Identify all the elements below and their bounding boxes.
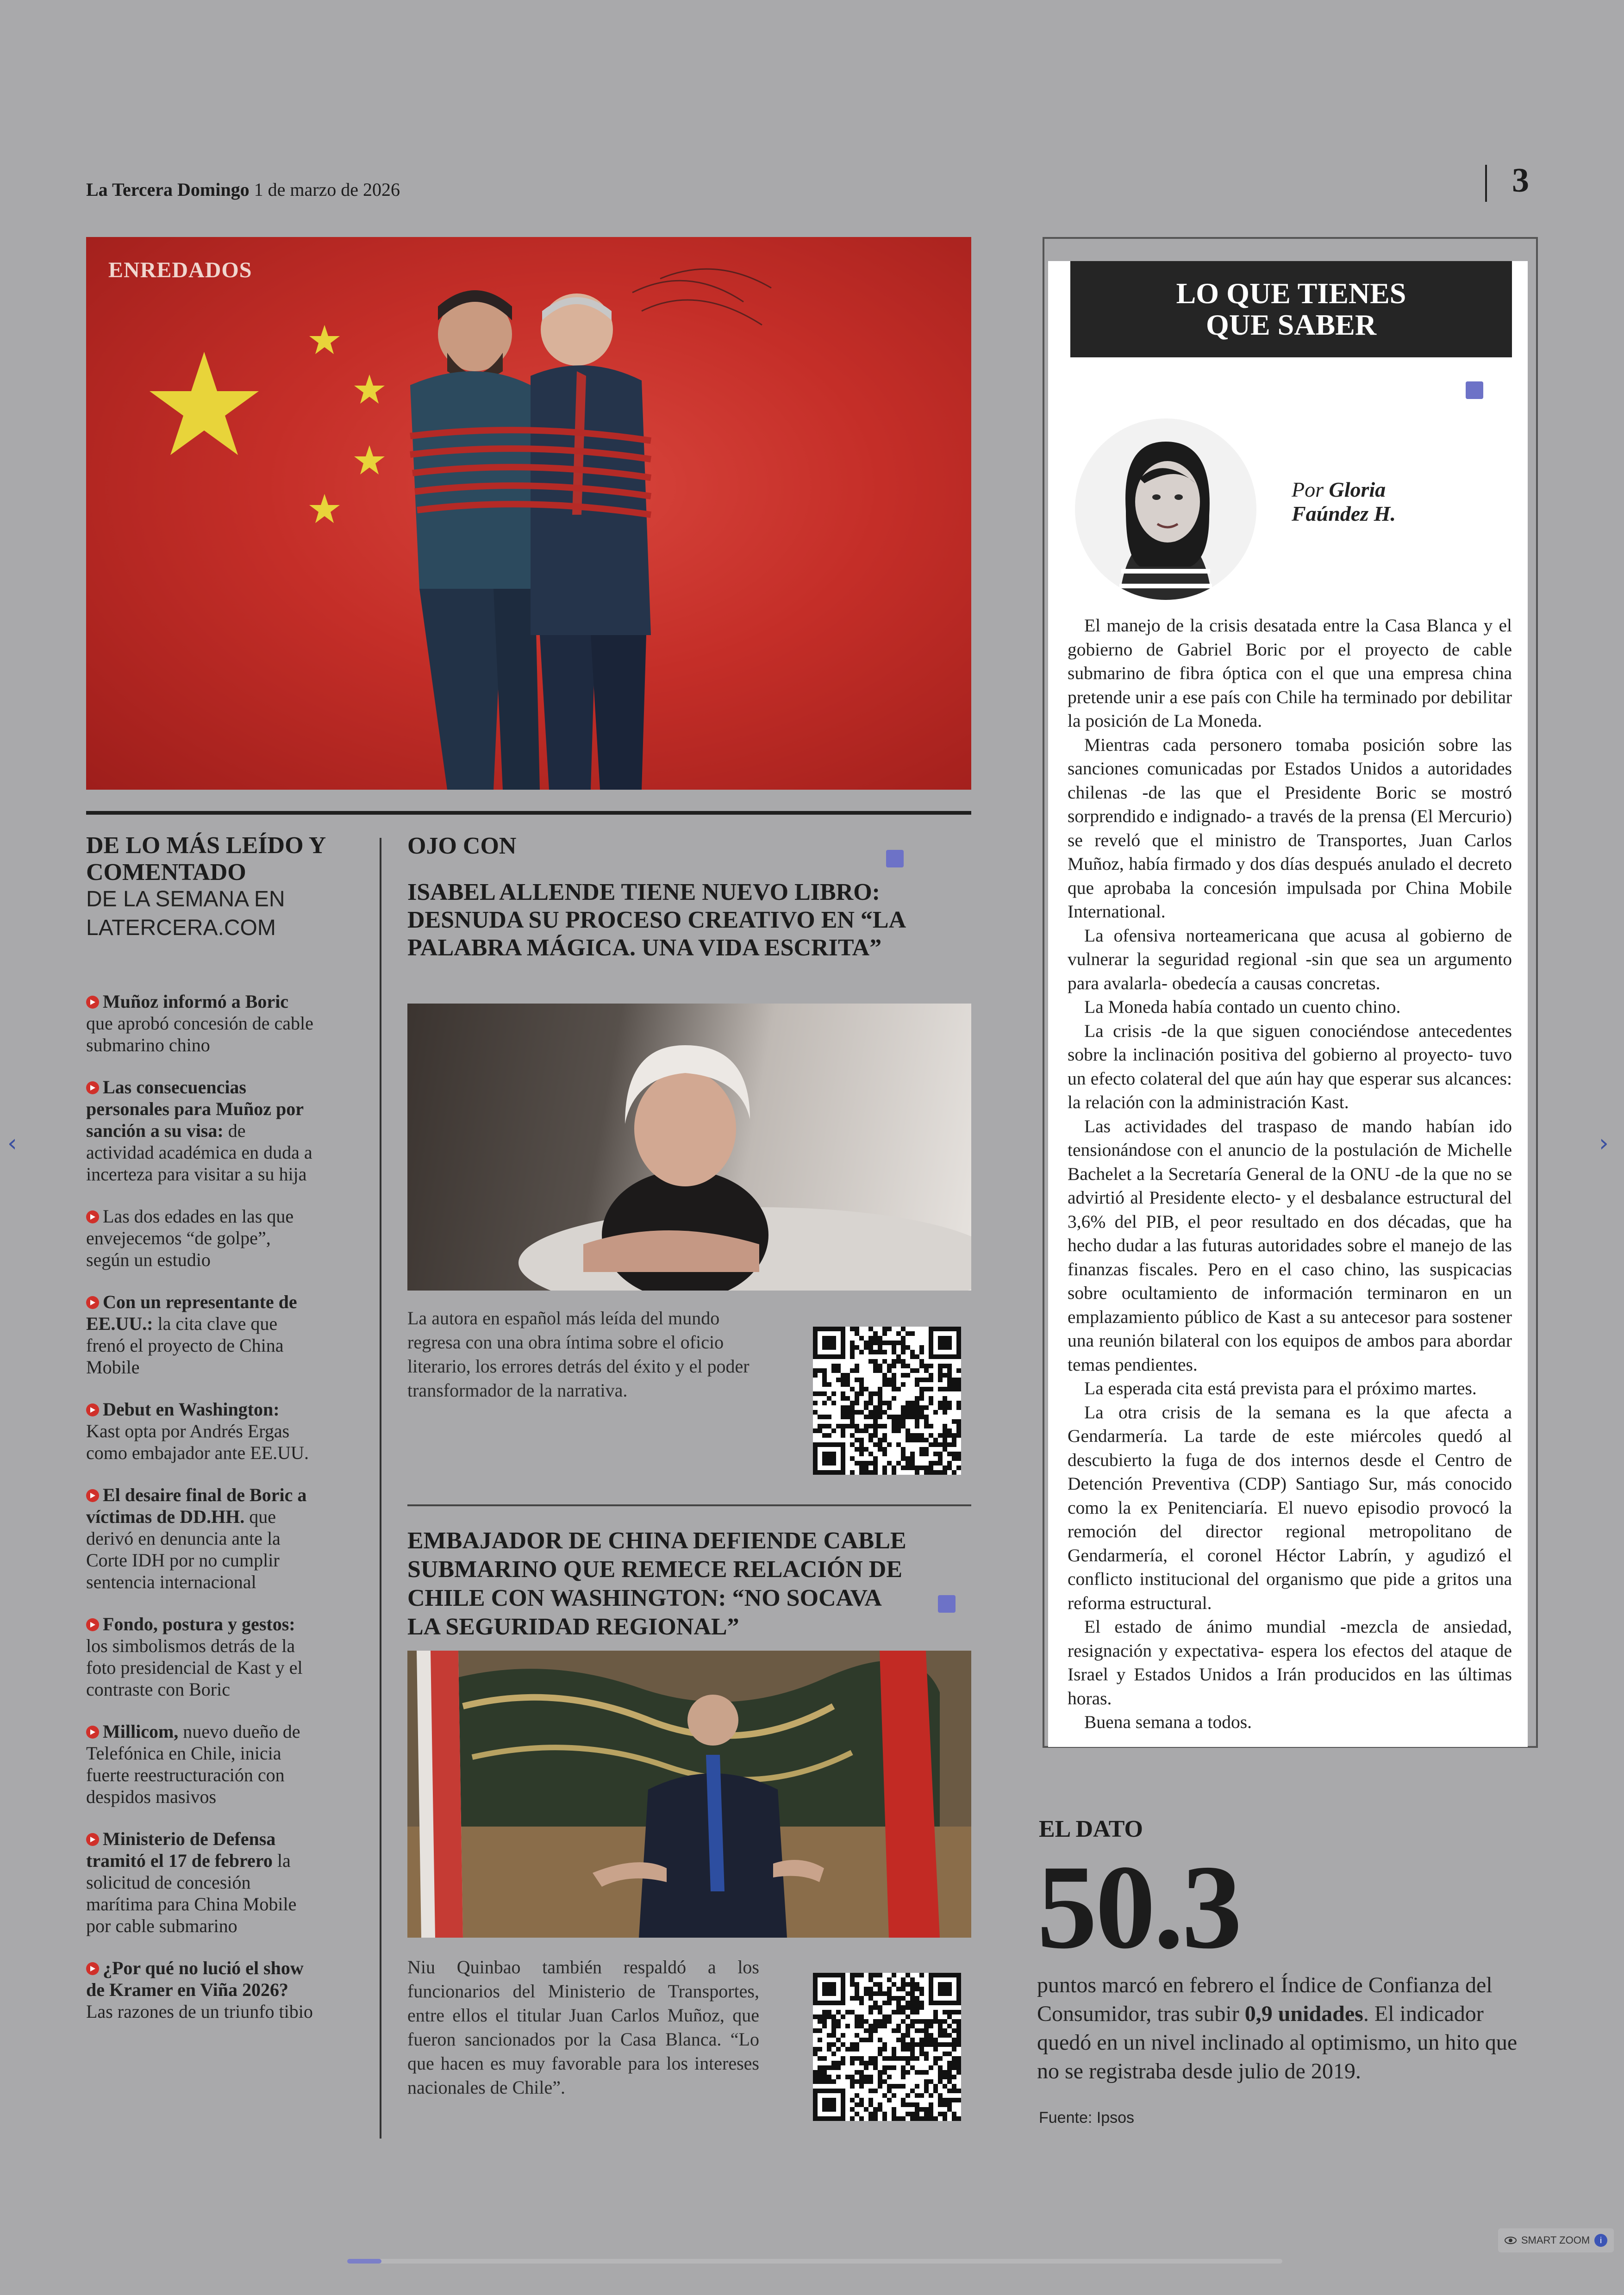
- hero-people-figure: [86, 237, 971, 790]
- page-header: [86, 179, 400, 200]
- article1-photo: [407, 1004, 971, 1291]
- bullet-icon: [86, 1403, 99, 1416]
- el-dato-description: puntos marcó en febrero el Índice de Confianza del Consumidor, tras subir 0,9 unidades. El indicador quedó en un nivel inclinado al optimismo, un hito que no se registraba desde julio de 2019.: [1037, 1973, 1518, 2083]
- article1-headline[interactable]: ISABEL ALLENDE TIENE NUEVO LIBRO: DESNUDA SU PROCESO CREATIVO EN “LA PALABRA MÁGICA. UNA VIDA ESCRITA”: [407, 879, 905, 961]
- page-number: 3: [1512, 162, 1529, 200]
- paragraph: Buena semana a todos.: [1084, 1712, 1252, 1732]
- list-item[interactable]: Las consecuencias personales para Muñoz por sanción a su visa: de actividad académica en duda a incerteza para visitar a su hija: [86, 1077, 312, 1185]
- next-page-button[interactable]: ›: [1599, 1129, 1609, 1157]
- info-badge-icon: i: [1594, 2234, 1607, 2247]
- list-item[interactable]: ¿Por qué no lució el show de Kramer en Viña 2026? Las razones de un triunfo tibio: [86, 1958, 313, 2022]
- article1-summary: La autora en español más leída del mundo regresa con una obra íntima sobre el oficio literario, los errores detrás del éxito y el poder transformador de la narrativa.: [407, 1308, 750, 1401]
- article-link-marker-icon[interactable]: [938, 1595, 956, 1613]
- bullet-icon: [86, 1489, 99, 1502]
- most-read-list: [86, 991, 318, 2043]
- smart-zoom-button[interactable]: [1498, 2228, 1614, 2252]
- header-divider: [1485, 165, 1487, 202]
- previous-page-button[interactable]: ‹: [7, 1129, 17, 1157]
- bullet-icon: [86, 1618, 99, 1631]
- paragraph: Mientras cada personero tomaba posición sobre las sanciones comunicadas por Estados Unidos a autoridades chilenas -de las que el Presidente Boric se mostró sorprendido e indignado- a través de la prensa (El Mercurio) se reveló que el ministro de Transportes, Juan Carlos Muñoz, había firmado y dos días después anulado el decreto que aprobaba la concesión impulsada por China Mobile International.: [1068, 734, 1512, 922]
- paragraph: El estado de ánimo mundial -mezcla de ansiedad, resignación y expectativa- espera los efectos del ataque de Israel y Estados Unidos a Irán producidos en las últimas horas.: [1068, 1616, 1512, 1709]
- el-dato-label: EL DATO: [1039, 1816, 1143, 1842]
- paragraph: La otra crisis de la semana es la que afecta a Gendarmería. La tarde de este miércoles quedó al descubierto la fuga de dos internos desde el Centro de Detención Preventiva (CDP) Santiago Sur, más conocido como la ex Penitenciaría. El nuevo episodio provocó la remoción del director regional metropolitano de Gendarmería, el coronel Héctor Labrín, y agudizó el conflicto institucional del organismo que pide a gritos una reforma estructural.: [1068, 1402, 1512, 1613]
- column-divider: [380, 838, 381, 2139]
- article2-headline[interactable]: EMBAJADOR DE CHINA DEFIENDE CABLE SUBMARINO QUE REMECE RELACIÓN DE CHILE CON WASHINGTON: “NO SOCAVA LA SEGURIDAD REGIONAL”: [407, 1528, 906, 1640]
- most-read-title: DE LO MÁS LEÍDO Y COMENTADO: [86, 832, 325, 886]
- bullet-icon: [86, 1081, 99, 1094]
- section-label-ojo-con: OJO CON: [407, 833, 517, 859]
- column-byline: Por Gloria Faúndez H.: [1292, 478, 1396, 525]
- list-item[interactable]: Fondo, postura y gestos: los simbolismos detrás de la foto presidencial de Kast y el contraste con Boric: [86, 1614, 303, 1700]
- list-item[interactable]: Las dos edades en las que envejecemos “de golpe”, según un estudio: [86, 1206, 294, 1270]
- bullet-icon: [86, 1726, 99, 1739]
- bullet-icon: [86, 1833, 99, 1846]
- bullet-icon: [86, 1210, 99, 1223]
- article2-summary: Niu Quinbao también respaldó a los funcionarios del Ministerio de Transportes, entre ellos el titular Juan Carlos Muñoz, que fueron sancionados por la Casa Blanca. “Lo que hacen es muy favorable para los intereses nacionales de Chile”.: [407, 1957, 759, 2098]
- hero-label: ENREDADOS: [108, 258, 252, 282]
- list-item[interactable]: Muñoz informó a Boric que aprobó concesión de cable submarino chino: [86, 991, 313, 1055]
- qr-code-icon[interactable]: [813, 1327, 961, 1475]
- paragraph: La crisis -de la que siguen conociéndose antecedentes sobre la inclinación positiva del gobierno al proyecto- tuvo un efecto colateral del que aún hay que esperar sus alcances: la relación con la administración Kast.: [1068, 1020, 1512, 1112]
- paragraph: El manejo de la crisis desatada entre la Casa Blanca y el gobierno de Gabriel Boric por el proyecto de cable submarino de fibra óptica con el que una empresa china pretende unir a ese país con Chile ha terminado por debilitar la posición de La Moneda.: [1068, 615, 1512, 731]
- article-divider: [407, 1504, 971, 1506]
- el-dato-source: Fuente: Ipsos: [1039, 2109, 1135, 2127]
- section-divider: [86, 811, 971, 815]
- list-item[interactable]: El desaire final de Boric a víctimas de DD.HH. que derivó en denuncia ante la Corte IDH por no cumplir sentencia internacional: [86, 1484, 307, 1592]
- ambassador-photo-figure: [407, 1651, 971, 1938]
- page-progress-thumb[interactable]: [347, 2259, 381, 2264]
- article-link-marker-icon[interactable]: [886, 850, 904, 867]
- paragraph: La Moneda había contado un cuento chino.: [1084, 997, 1401, 1017]
- paragraph: La ofensiva norteamericana que acusa al gobierno de vulnerar la seguridad regional -sin que sea un argumento para avalarla- obedecía a causas concretas.: [1068, 925, 1512, 993]
- qr-code-icon[interactable]: [813, 1973, 961, 2121]
- bullet-icon: [86, 1296, 99, 1309]
- smart-zoom-label: SMART ZOOM: [1521, 2234, 1590, 2246]
- paragraph: Las actividades del traspaso de mando habían ido tensionándose con el anuncio de la postulación de Michelle Bachelet a la Secretaría General de la ONU -de la que no se advirtió al Presidente electo- y el desbalance estructural del 3,6% del PIB, el peor resultado en dos décadas, que ha hecho dudar a las futuras autoridades sobre el manejo de las finanzas fiscales. Pero en el caso chino, las suspicacias sobre ocultamiento de información terminaron en un emplazamiento público de Kast a su antecesor para sostener una reunión bilateral con los equipos de ambos para abordar temas pendientes.: [1068, 1116, 1512, 1375]
- page-progress-track[interactable]: [347, 2259, 1282, 2264]
- author-portrait-figure: [1075, 418, 1256, 600]
- column-body: [1068, 614, 1512, 1734]
- list-item[interactable]: Con un representante de EE.UU.: la cita clave que frenó el proyecto de China Mobile: [86, 1291, 297, 1378]
- article-link-marker-icon[interactable]: [1466, 381, 1483, 399]
- list-item[interactable]: Debut en Washington: Kast opta por Andrés Ergas como embajador ante EE.UU.: [86, 1399, 309, 1463]
- bullet-icon: [86, 1962, 99, 1975]
- publication-name: La Tercera Domingo: [86, 179, 250, 200]
- el-dato-value: 50.3: [1037, 1840, 1240, 1974]
- bullet-icon: [86, 996, 99, 1009]
- author-photo-figure: [407, 1004, 971, 1291]
- eye-icon: [1505, 2236, 1517, 2245]
- author-avatar: [1075, 418, 1256, 600]
- paragraph: La esperada cita está prevista para el próximo martes.: [1084, 1378, 1477, 1398]
- list-item[interactable]: Millicom, nuevo dueño de Telefónica en Chile, inicia fuerte reestructuración con despidos masivos: [86, 1721, 300, 1807]
- most-read-subtitle: DE LA SEMANA EN LATERCERA.COM: [86, 887, 285, 940]
- article2-photo: [407, 1651, 971, 1938]
- publication-date: 1 de marzo de 2026: [254, 179, 400, 200]
- hero-illustration: [86, 237, 971, 790]
- list-item[interactable]: Ministerio de Defensa tramitó el 17 de febrero la solicitud de concesión marítima para China Mobile por cable submarino: [86, 1828, 297, 1936]
- column-heading: LO QUE TIENES QUE SABER: [1070, 261, 1512, 357]
